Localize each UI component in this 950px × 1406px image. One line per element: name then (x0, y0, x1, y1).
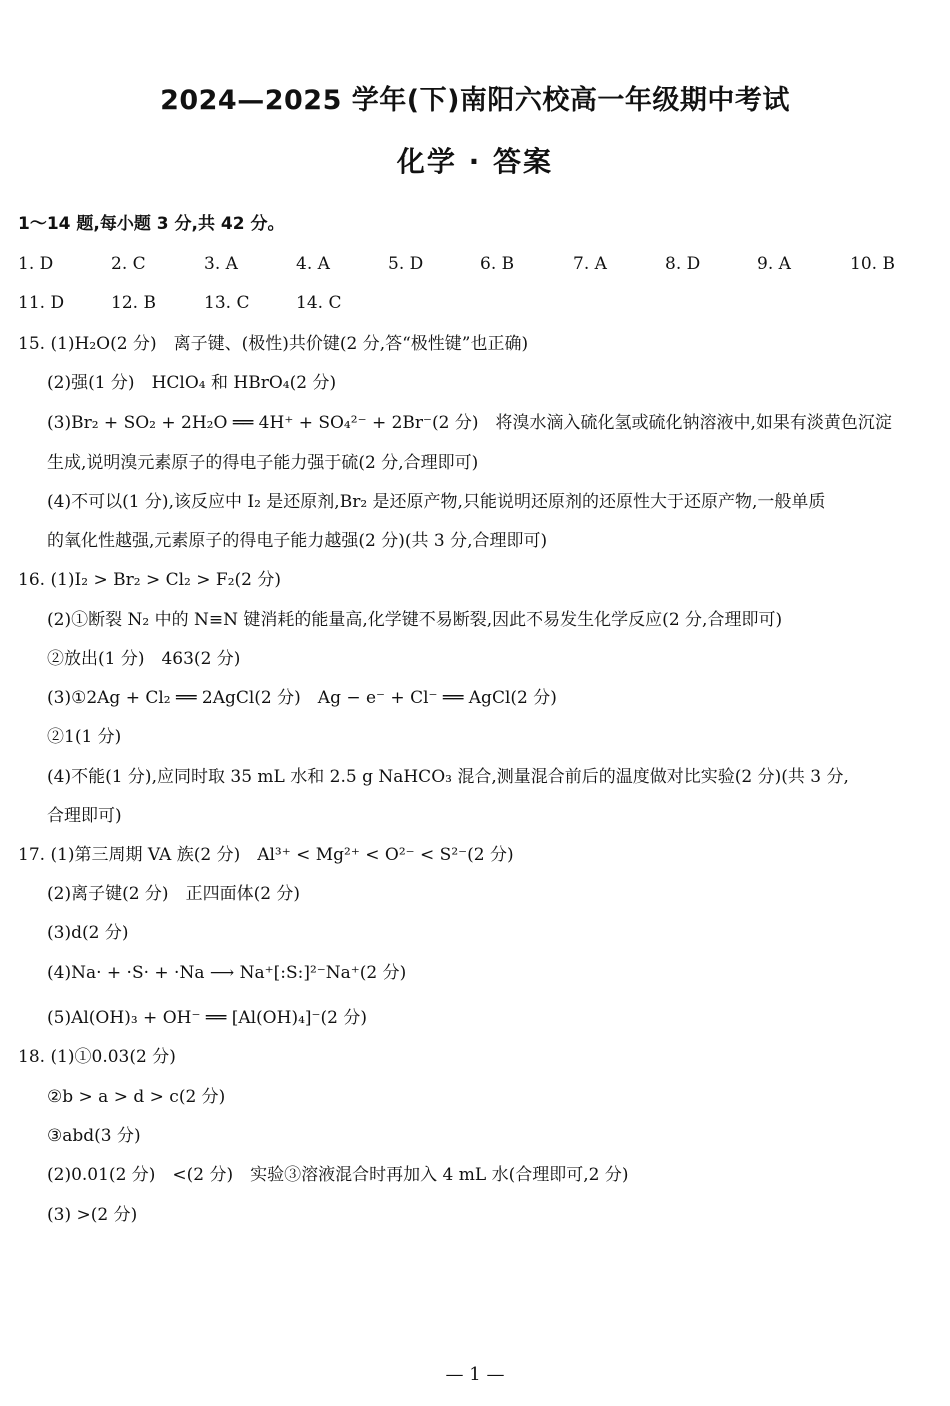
q16-line-1: 16. (1)I₂ > Br₂ > Cl₂ > F₂(2 分) (18, 570, 281, 590)
mc-answer: 11. D (18, 293, 65, 313)
mc-answer: 3. A (204, 254, 238, 274)
q16-line-6: (4)不能(1 分),应同时取 35 mL 水和 2.5 g NaHCO₃ 混合,测量混合前后的温度做对比实验(2 分)(共 3 分, (47, 767, 849, 787)
q17-line-5: (5)Al(OH)₃ + OH⁻ ══ [Al(OH)₄]⁻(2 分) (47, 1008, 367, 1028)
mc-answer: 1. D (18, 254, 54, 274)
mc-answer: 12. B (111, 293, 156, 313)
q16-line-2: (2)①断裂 N₂ 中的 N≡N 键消耗的能量高,化学键不易断裂,因此不易发生化学反应(2 分,合理即可) (47, 610, 783, 630)
mc-answer: 9. A (757, 254, 791, 274)
q17-line-4: (4)Na· + ·S· + ·Na ⟶ Na⁺[:S:]²⁻Na⁺(2 分) (47, 963, 407, 983)
q15-line-5: (4)不可以(1 分),该反应中 I₂ 是还原剂,Br₂ 是还原产物,只能说明还原剂的还原性大于还原产物,一般单质 (47, 492, 826, 512)
mc-answer: 2. C (111, 254, 146, 274)
exam-subtitle: 化学 · 答案 (396, 145, 554, 178)
mc-answer: 7. A (573, 254, 607, 274)
q16-line-4: (3)①2Ag + Cl₂ ══ 2AgCl(2 分) Ag − e⁻ + Cl⁻ ══ AgCl(2 分) (47, 688, 557, 708)
mc-answer: 4. A (296, 254, 330, 274)
mc-row-2 (18, 293, 938, 315)
mc-answer: 5. D (388, 254, 424, 274)
mc-row-1 (18, 254, 938, 276)
q18-line-1: 18. (1)①0.03(2 分) (18, 1047, 176, 1067)
page-number: — 1 — (445, 1364, 505, 1385)
q15-line-4: 生成,说明溴元素原子的得电子能力强于硫(2 分,合理即可) (47, 453, 479, 473)
q18-line-2: ②b > a > d > c(2 分) (47, 1087, 226, 1107)
q18-line-4: (2)0.01(2 分) <(2 分) 实验③溶液混合时再加入 4 mL 水(合理即可,2 分) (47, 1165, 629, 1185)
q17-line-2: (2)离子键(2 分) 正四面体(2 分) (47, 884, 301, 904)
mc-intro: 1～14 题,每小题 3 分,共 42 分。 (18, 214, 285, 234)
q15-line-3: (3)Br₂ + SO₂ + 2H₂O ══ 4H⁺ + SO₄²⁻ + 2Br⁻(2 分) 将溴水滴入硫化氢或硫化钠溶液中,如果有淡黄色沉淀 (47, 413, 892, 433)
mc-answer: 8. D (665, 254, 701, 274)
q18-line-5: (3) >(2 分) (47, 1205, 138, 1225)
q15-line-1: 15. (1)H₂O(2 分) 离子键、(极性)共价键(2 分,答“极性键”也正确) (18, 334, 529, 354)
q16-line-7: 合理即可) (47, 806, 122, 826)
q17-line-3: (3)d(2 分) (47, 923, 129, 943)
mc-answer: 10. B (850, 254, 895, 274)
q16-line-5: ②1(1 分) (47, 727, 122, 747)
mc-answer: 13. C (204, 293, 250, 313)
q17-line-1: 17. (1)第三周期 VA 族(2 分) Al³⁺ < Mg²⁺ < O²⁻ < S²⁻(2 分) (18, 845, 514, 865)
q15-line-2: (2)强(1 分) HClO₄ 和 HBrO₄(2 分) (47, 373, 337, 393)
mc-answer: 14. C (296, 293, 342, 313)
mc-answer: 6. B (480, 254, 515, 274)
q16-line-3: ②放出(1 分) 463(2 分) (47, 649, 241, 669)
q18-line-3: ③abd(3 分) (47, 1126, 141, 1146)
q15-line-6: 的氧化性越强,元素原子的得电子能力越强(2 分)(共 3 分,合理即可) (47, 531, 548, 551)
exam-title: 2024—2025 学年(下)南阳六校高一年级期中考试 (160, 85, 790, 116)
